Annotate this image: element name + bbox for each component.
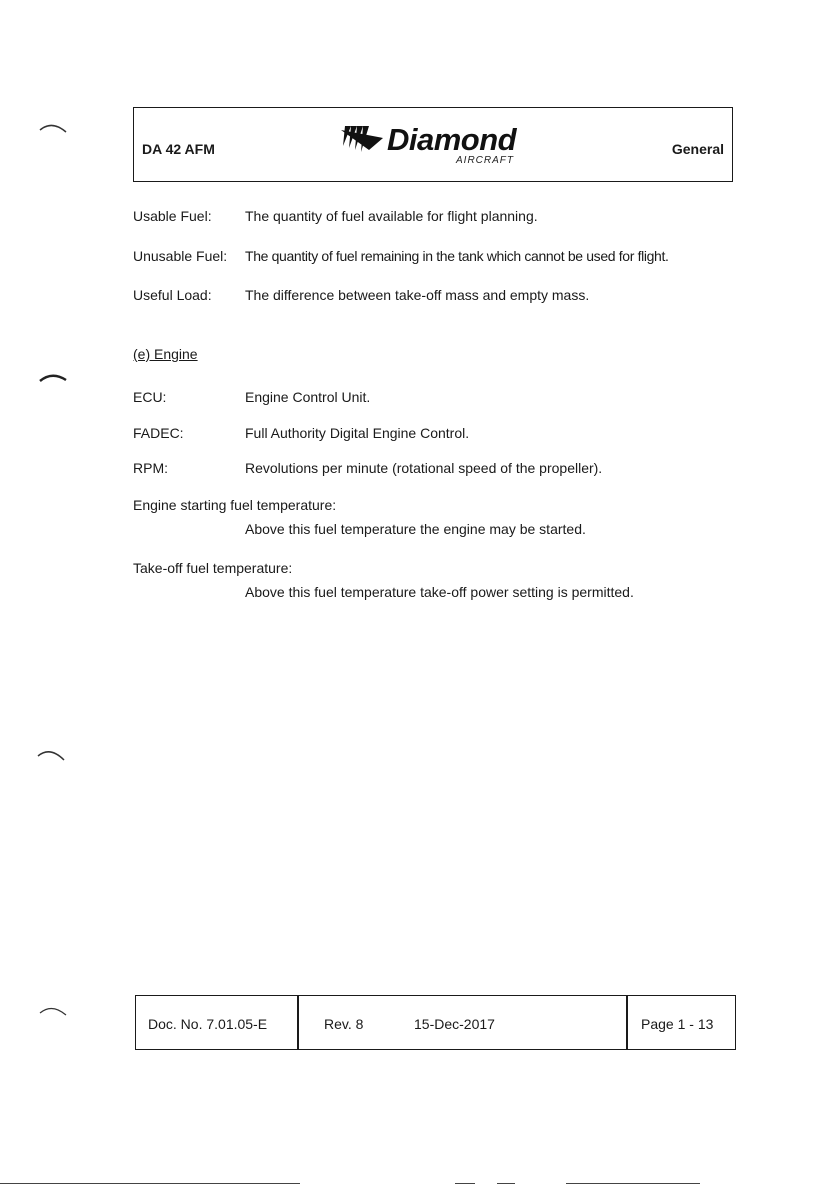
definition-text: The difference between take-off mass and empty mass. bbox=[245, 287, 590, 303]
definition-term: FADEC: bbox=[133, 425, 184, 441]
scan-mark bbox=[38, 372, 68, 384]
definition-text: Above this fuel temperature take-off power setting is permitted. bbox=[245, 584, 634, 600]
logo-wordmark: Diamond bbox=[387, 122, 517, 157]
document-number: Doc. No. 7.01.05-E bbox=[148, 1016, 268, 1032]
definition-term: Take-off fuel temperature: bbox=[133, 560, 293, 576]
scan-edge-line bbox=[566, 1183, 700, 1184]
scan-edge-line bbox=[497, 1183, 515, 1184]
scan-edge-line bbox=[0, 1183, 300, 1184]
scan-mark bbox=[38, 1005, 68, 1017]
logo-subtitle: AIRCRAFT bbox=[456, 155, 514, 166]
scan-mark bbox=[36, 748, 66, 762]
chapter-title: General bbox=[671, 141, 724, 157]
definition-term: Engine starting fuel temperature: bbox=[133, 497, 337, 513]
page-header bbox=[133, 107, 733, 182]
document-title: DA 42 AFM bbox=[142, 141, 215, 157]
footer-divider bbox=[626, 996, 628, 1049]
page-number: Page 1 - 13 bbox=[641, 1016, 714, 1032]
scan-mark bbox=[38, 122, 68, 134]
definition-text: The quantity of fuel remaining in the tank which cannot be used for flight. bbox=[245, 248, 669, 264]
revision-date: 15-Dec-2017 bbox=[414, 1016, 495, 1032]
diamond-logo-icon bbox=[339, 124, 389, 154]
definition-text: The quantity of fuel available for flight planning. bbox=[245, 208, 538, 224]
definition-text: Engine Control Unit. bbox=[245, 389, 371, 405]
definition-term: Unusable Fuel: bbox=[133, 248, 228, 264]
definition-term: RPM: bbox=[133, 460, 168, 476]
page-footer bbox=[135, 995, 736, 1050]
definition-term: Useful Load: bbox=[133, 287, 212, 303]
definition-term: Usable Fuel: bbox=[133, 208, 212, 224]
revision: Rev. 8 bbox=[324, 1016, 364, 1032]
section-heading: (e) Engine bbox=[133, 346, 198, 362]
scan-edge-line bbox=[455, 1183, 475, 1184]
definition-text: Above this fuel temperature the engine may be started. bbox=[245, 521, 586, 537]
footer-divider bbox=[297, 996, 299, 1049]
definition-term: ECU: bbox=[133, 389, 167, 405]
diamond-aircraft-logo bbox=[339, 122, 539, 172]
definition-text: Full Authority Digital Engine Control. bbox=[245, 425, 470, 441]
definition-text: Revolutions per minute (rotational speed of the propeller). bbox=[245, 460, 603, 476]
